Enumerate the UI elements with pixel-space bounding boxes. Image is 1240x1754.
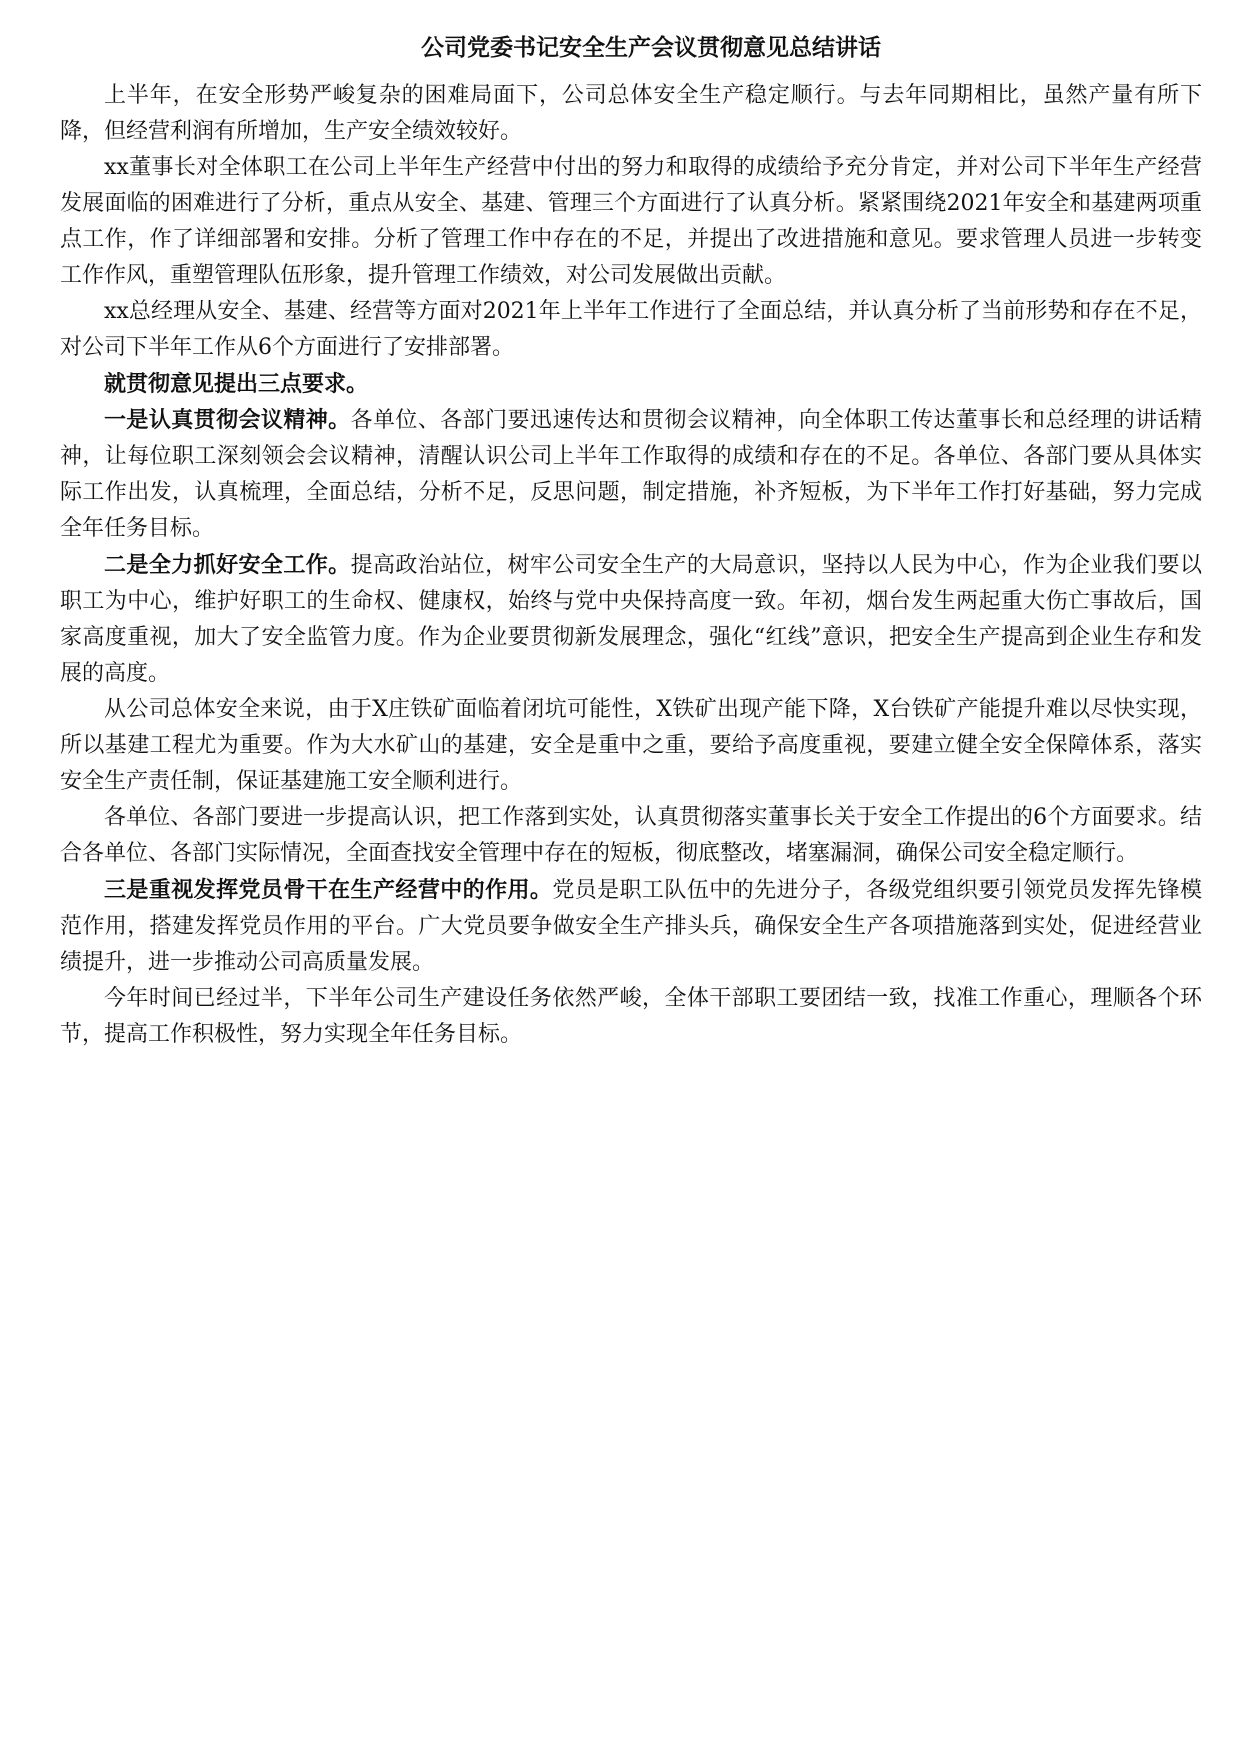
requirement-three-lead: 三是重视发挥党员骨干在生产经营中的作用。 bbox=[104, 877, 553, 903]
paragraph-overall-safety: 从公司总体安全来说，由于X庄铁矿面临着闭坑可能性，X铁矿出现产能下降，X台铁矿产能提升难以尽快实现，所以基建工程尤为重要。作为大水矿山的基建，安全是重中之重，要给予高度重视，要建立健全安全保障体系，落实安全生产责任制，保证基建施工安全顺利进行。 bbox=[60, 697, 1202, 794]
paragraph-general-manager-remarks: xx总经理从安全、基建、经营等方面对2021年上半年工作进行了全面总结，并认真分析了当前形势和存在不足，对公司下半年工作从6个方面进行了安排部署。 bbox=[60, 299, 1202, 360]
document-page bbox=[60, 28, 1202, 1053]
paragraph-requirement-one bbox=[60, 402, 1202, 547]
paragraph-requirement-two bbox=[60, 547, 1202, 692]
requirement-two-lead: 二是全力抓好安全工作。 bbox=[104, 552, 351, 578]
requirement-one-body: 各单位、各部门要迅速传达和贯彻会议精神，向全体职工传达董事长和总经理的讲话精神，让每位职工深刻领会会议精神，清醒认识公司上半年工作取得的成绩和存在的不足。各单位、各部门要从具体实际工作出发，认真梳理，全面总结，分析不足，反思问题，制定措施，补齐短板，为下半年工作打好基础，努力完成全年任务目标。 bbox=[60, 408, 1202, 541]
paragraph-closing: 今年时间已经过半，下半年公司生产建设任务依然严峻，全体干部职工要团结一致，找准工作重心，理顺各个环节，提高工作积极性，努力实现全年任务目标。 bbox=[60, 986, 1202, 1047]
section-heading-three-requirements: 就贯彻意见提出三点要求。 bbox=[104, 371, 369, 397]
document-title: 公司党委书记安全生产会议贯彻意见总结讲话 bbox=[421, 34, 881, 61]
requirement-three-body: 党员是职工队伍中的先进分子，各级党组织要引领党员发挥先锋模范作用，搭建发挥党员作用的平台。广大党员要争做安全生产排头兵，确保安全生产各项措施落到实处，促进经营业绩提升，进一步推动公司高质量发展。 bbox=[60, 878, 1202, 975]
paragraph-requirement-three bbox=[60, 872, 1202, 981]
requirement-two-body: 提高政治站位，树牢公司安全生产的大局意识，坚持以人民为中心，作为企业我们要以职工为中心，维护好职工的生命权、健康权，始终与党中央保持高度一致。年初，烟台发生两起重大伤亡事故后，国家高度重视，加大了安全监管力度。作为企业要贯彻新发展理念，强化“红线”意识，把安全生产提高到企业生存和发展的高度。 bbox=[60, 553, 1202, 686]
paragraph-units-departments: 各单位、各部门要进一步提高认识，把工作落到实处，认真贯彻落实董事长关于安全工作提出的6个方面要求。结合各单位、各部门实际情况，全面查找安全管理中存在的短板，彻底整改，堵塞漏洞，确保公司安全稳定顺行。 bbox=[60, 805, 1202, 866]
paragraph-chairman-remarks: xx董事长对全体职工在公司上半年生产经营中付出的努力和取得的成绩给予充分肯定，并对公司下半年生产经营发展面临的困难进行了分析，重点从安全、基建、管理三个方面进行了认真分析。紧紧围绕2021年安全和基建两项重点工作，作了详细部署和安排。分析了管理工作中存在的不足，并提出了改进措施和意见。要求管理人员进一步转变工作作风，重塑管理队伍形象，提升管理工作绩效，对公司发展做出贡献。 bbox=[60, 155, 1202, 288]
requirement-one-lead: 一是认真贯彻会议精神。 bbox=[104, 407, 351, 433]
paragraph-first-half-summary: 上半年，在安全形势严峻复杂的困难局面下，公司总体安全生产稳定顺行。与去年同期相比，虽然产量有所下降，但经营利润有所增加，生产安全绩效较好。 bbox=[60, 83, 1202, 144]
